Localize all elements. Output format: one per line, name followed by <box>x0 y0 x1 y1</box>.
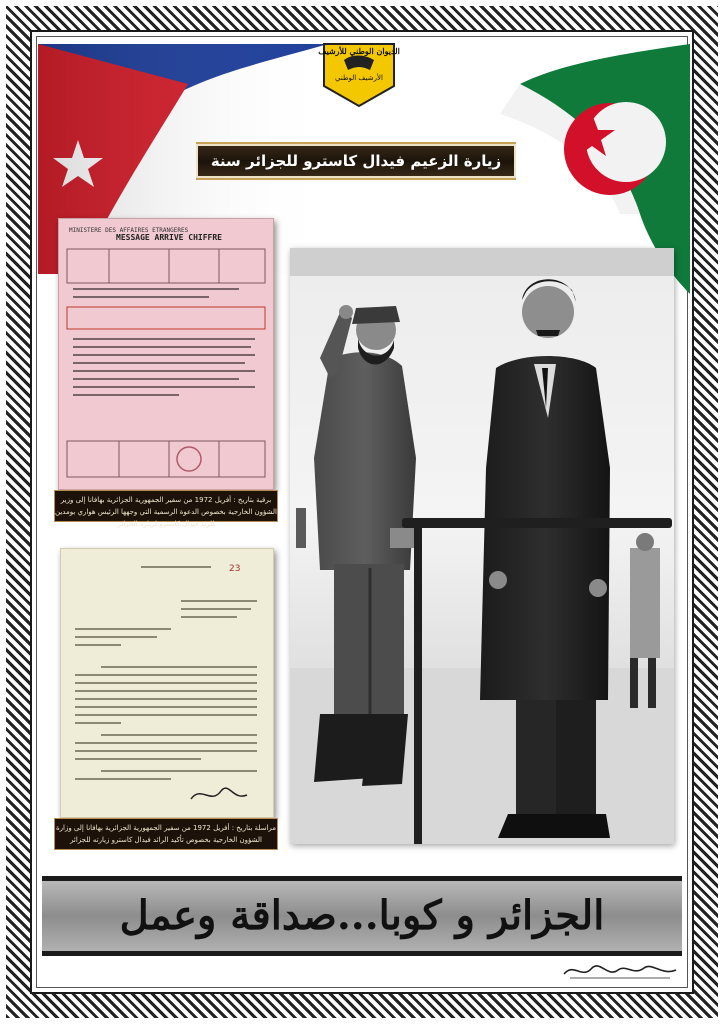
document-header: MINISTERE DES AFFAIRES ETRANGERES <box>69 227 189 234</box>
slogan-text: الجزائر و كوبا...صداقة وعمل <box>119 892 605 939</box>
archives-emblem <box>318 40 400 108</box>
emblem-name: الديوان الوطني للأرشيف <box>318 46 400 56</box>
slogan-banner <box>42 876 682 956</box>
telegram-caption: برقية بتاريخ : أفريل 1972 من سفير الجمهورية الجزائرية بهافانا إلى وزير الشؤون الخارجية بخصوص الدعوة الرسمية التي وجهها الرئيس هواري بومدين للرئد فيدال كاسترو لزيارة الجزائر <box>54 490 278 522</box>
page-title: زيارة الزعيم فيدال كاسترو للجزائر سنة 1972 <box>210 152 502 204</box>
telegram-form-lines <box>59 219 273 489</box>
letter-document <box>60 548 274 818</box>
letter-text-lines <box>61 549 273 817</box>
svg-text:23: 23 <box>229 564 241 574</box>
letter-caption: مراسلة بتاريخ : أفريل 1972 من سفير الجمهورية الجزائرية بهافانا إلى وزارة الشؤون الخارجية بخصوص تأكيد الرائد فيدال كاسترو زيارته للجزائر <box>54 818 278 850</box>
photo-illustration <box>290 248 674 844</box>
emblem-subtitle: الأرشيف الوطني <box>335 74 383 82</box>
telegram-document <box>58 218 274 490</box>
title-banner <box>196 142 516 204</box>
historical-photo <box>290 248 674 844</box>
archives-signature <box>560 958 680 982</box>
document-title: MESSAGE ARRIVE CHIFFRE <box>116 233 222 242</box>
